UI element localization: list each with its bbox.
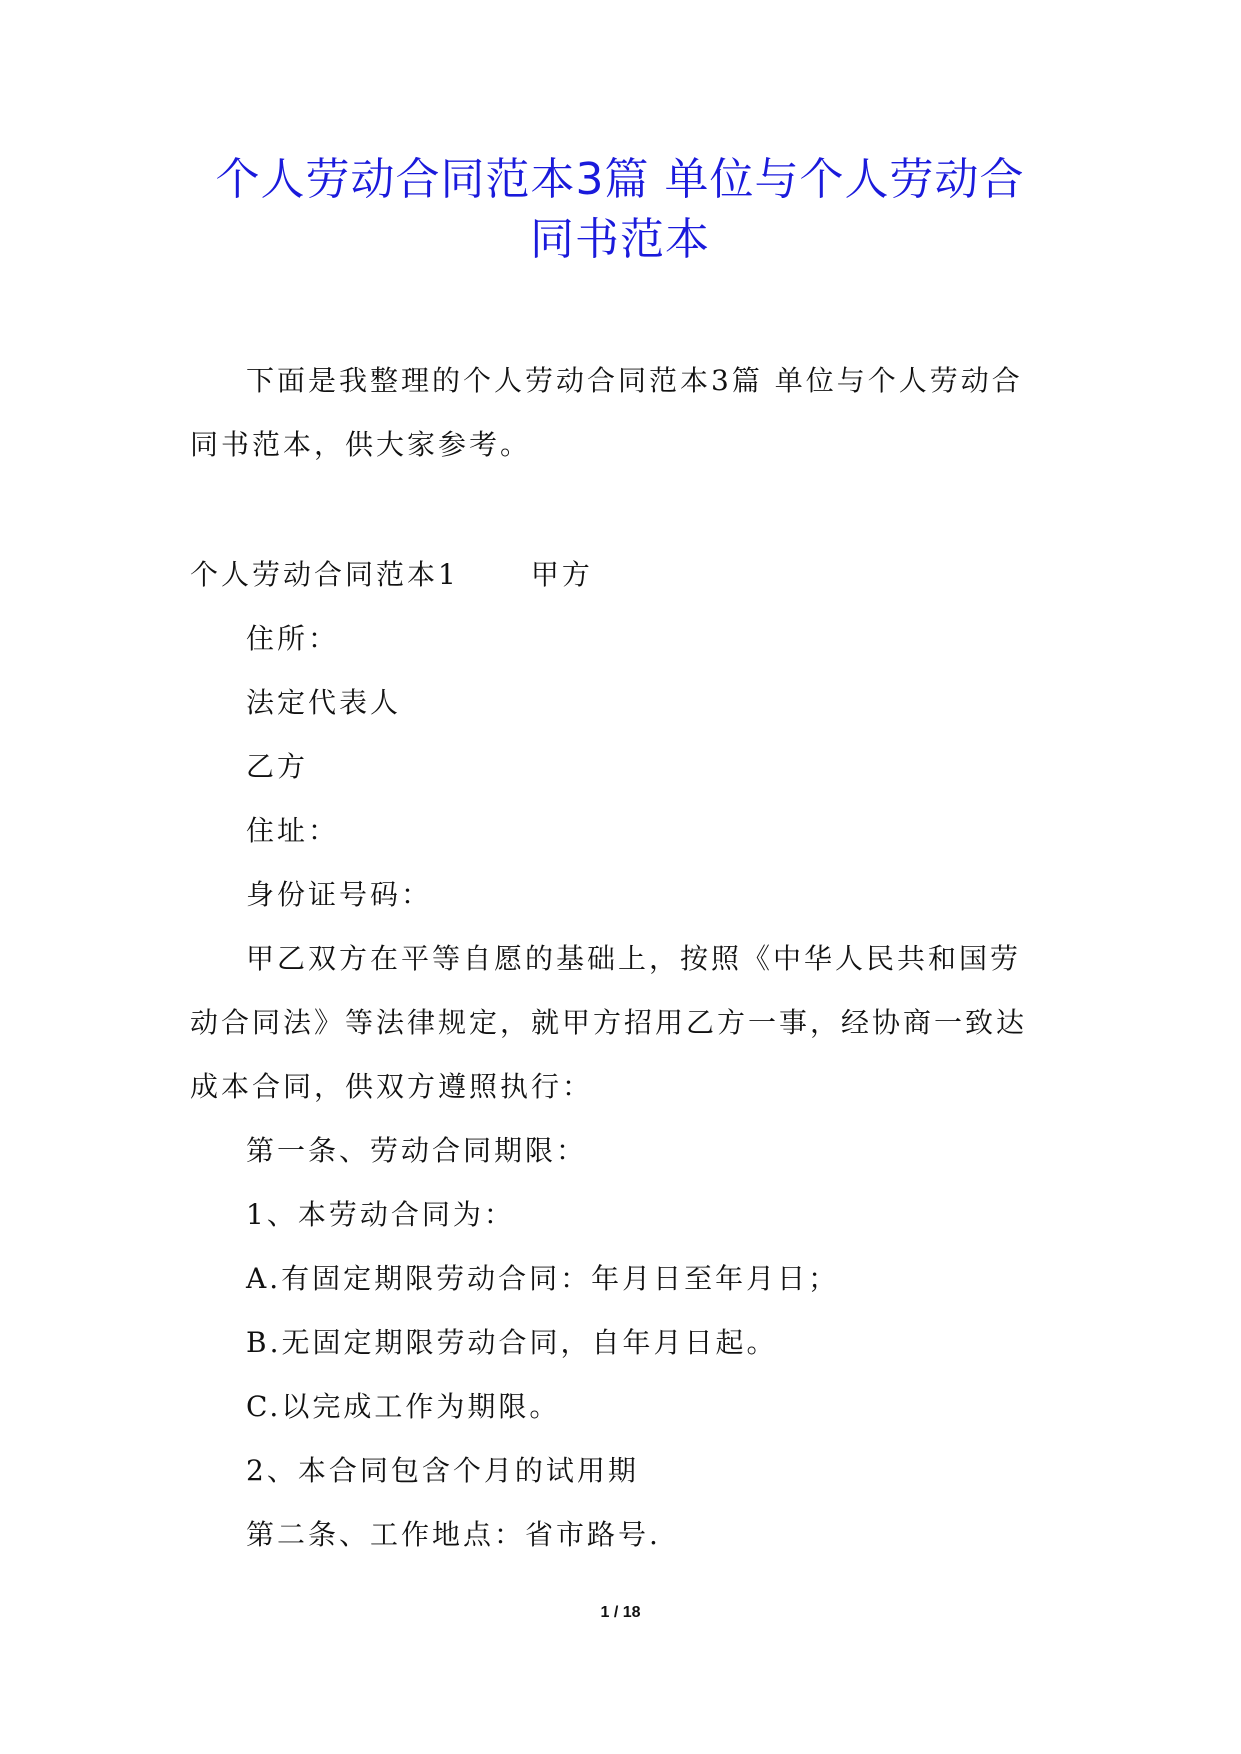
- document-title: [180, 150, 1060, 270]
- residence-line: 住所：: [246, 622, 340, 655]
- agreement-paragraph: 甲乙双方在平等自愿的基础上，按照《中华人民共和国劳动合同法》等法律规定，就甲方招用乙方一事，经协商一致达成本合同，供双方遵照执行：: [190, 942, 1028, 1103]
- section-heading-line: [190, 543, 1050, 607]
- clause-2: 2、本合同包含个月的试用期: [246, 1454, 639, 1487]
- intro-block: [190, 349, 1050, 477]
- id-number-line: 身份证号码：: [246, 878, 433, 911]
- contract-section: [190, 543, 1050, 1567]
- article-1-heading: 第一条、劳动合同期限：: [246, 1134, 588, 1167]
- option-a: A.有固定期限劳动合同：年月日至年月日；: [246, 1262, 840, 1295]
- title-line-2: 同书范本: [530, 214, 710, 265]
- legal-representative-line: 法定代表人: [246, 686, 402, 719]
- section-heading: 个人劳动合同范本1: [190, 558, 459, 591]
- party-a-label: 甲方: [530, 558, 593, 591]
- intro-paragraph: 下面是我整理的个人劳动合同范本3篇 单位与个人劳动合同书范本，供大家参考。: [190, 364, 1023, 461]
- party-b-line: 乙方: [246, 750, 309, 783]
- option-b: B.无固定期限劳动合同，自年月日起。: [246, 1326, 778, 1359]
- page-indicator: 1 / 18: [600, 1604, 641, 1621]
- option-c: C.以完成工作为期限。: [246, 1390, 561, 1423]
- article-2-heading: 第二条、工作地点：省市路号.: [246, 1518, 661, 1551]
- title-line-1: 个人劳动合同范本3篇 单位与个人劳动合: [215, 154, 1025, 205]
- address-line: 住址：: [246, 814, 340, 847]
- clause-1: 1、本劳动合同为：: [246, 1198, 515, 1231]
